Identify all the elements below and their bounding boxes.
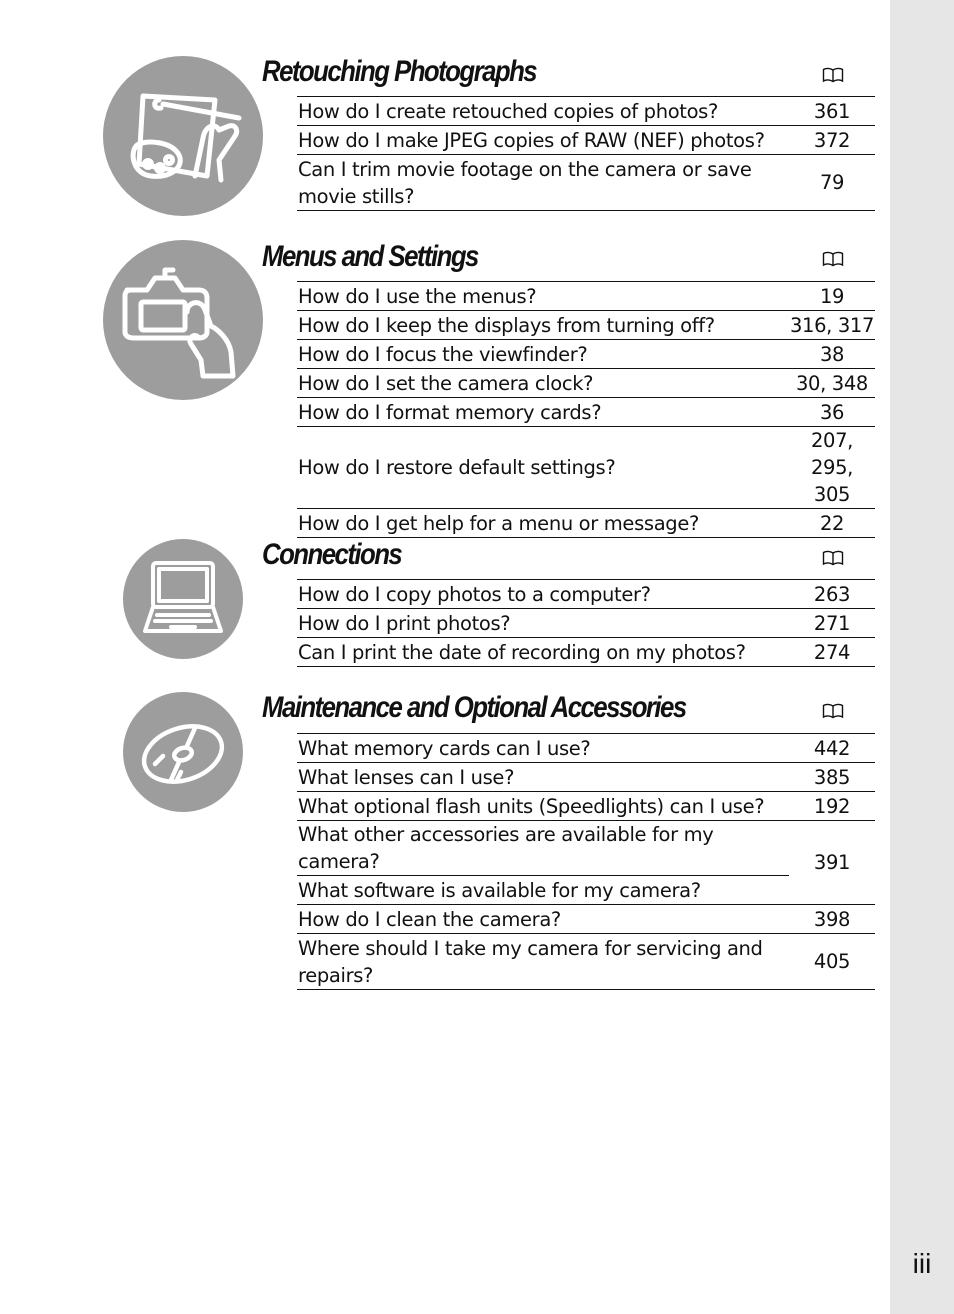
question-text: How do I set the camera clock? [297, 369, 789, 398]
laptop-icon [123, 539, 243, 659]
table-row [297, 126, 875, 155]
page-ref: 192 [789, 792, 875, 821]
question-text: How do I restore default settings? [297, 427, 789, 509]
page-ref: 30, 348 [789, 369, 875, 398]
table-row [297, 638, 875, 667]
question-table [297, 96, 875, 211]
question-text: How do I create retouched copies of photos? [297, 97, 789, 126]
question-text: How do I get help for a menu or message? [297, 509, 789, 538]
table-row [297, 509, 875, 538]
page-ref: 19 [789, 282, 875, 311]
question-text: What memory cards can I use? [297, 734, 789, 763]
table-row [297, 427, 875, 509]
page-ref: 36 [789, 398, 875, 427]
page-ref: 263 [789, 580, 875, 609]
book-icon [822, 703, 844, 719]
section-title: Retouching Photographs [262, 55, 537, 88]
question-text: Can I print the date of recording on my photos? [297, 638, 789, 667]
table-row [297, 934, 875, 990]
question-text: How do I format memory cards? [297, 398, 789, 427]
table-row [297, 369, 875, 398]
table-row [297, 311, 875, 340]
page-ref: 38 [789, 340, 875, 369]
table-row [297, 609, 875, 638]
camera-menu-hand-icon [103, 240, 263, 400]
question-table [297, 281, 875, 538]
side-tab [890, 0, 954, 1314]
question-text: How do I clean the camera? [297, 905, 789, 934]
book-icon [822, 251, 844, 267]
page-ref: 79 [789, 155, 875, 211]
section-title: Maintenance and Optional Accessories [262, 691, 686, 724]
table-row [297, 763, 875, 792]
section-title: Connections [262, 538, 402, 571]
page-ref: 398 [789, 905, 875, 934]
table-row [297, 155, 875, 211]
question-text: What lenses can I use? [297, 763, 789, 792]
page-ref: 385 [789, 763, 875, 792]
question-text: Can I trim movie footage on the camera or save movie stills? [297, 155, 789, 211]
question-table [297, 579, 875, 667]
disc-icon [123, 692, 243, 812]
question-text: Where should I take my camera for servicing and repairs? [297, 934, 789, 990]
table-row [297, 792, 875, 821]
page-ref: 405 [789, 934, 875, 990]
table-row [297, 905, 875, 934]
page-ref: 207, 295, 305 [789, 427, 875, 509]
section-title: Menus and Settings [262, 240, 478, 273]
question-text: How do I keep the displays from turning off? [297, 311, 789, 340]
question-text: What optional flash units (Speedlights) can I use? [297, 792, 789, 821]
question-text: How do I copy photos to a computer? [297, 580, 789, 609]
question-text: What other accessories are available for my camera? [297, 821, 789, 876]
question-text: What software is available for my camera? [297, 876, 789, 905]
page-ref: 271 [789, 609, 875, 638]
question-text: How do I focus the viewfinder? [297, 340, 789, 369]
question-text: How do I make JPEG copies of RAW (NEF) photos? [297, 126, 789, 155]
page-ref: 372 [789, 126, 875, 155]
page-ref: 22 [789, 509, 875, 538]
page-ref: 316, 317 [789, 311, 875, 340]
question-text: How do I print photos? [297, 609, 789, 638]
question-text: How do I use the menus? [297, 282, 789, 311]
page-ref: 274 [789, 638, 875, 667]
book-icon [822, 67, 844, 83]
table-row [297, 821, 875, 876]
question-table [297, 733, 875, 990]
retouch-palette-icon [103, 56, 263, 216]
table-row [297, 734, 875, 763]
table-row [297, 876, 875, 905]
book-icon [822, 550, 844, 566]
table-row [297, 282, 875, 311]
page-ref: 361 [789, 97, 875, 126]
table-row [297, 97, 875, 126]
page-number: iii [912, 1248, 932, 1279]
table-row [297, 340, 875, 369]
table-row [297, 580, 875, 609]
table-row [297, 398, 875, 427]
page-ref: 391 [789, 821, 875, 905]
page-ref: 442 [789, 734, 875, 763]
